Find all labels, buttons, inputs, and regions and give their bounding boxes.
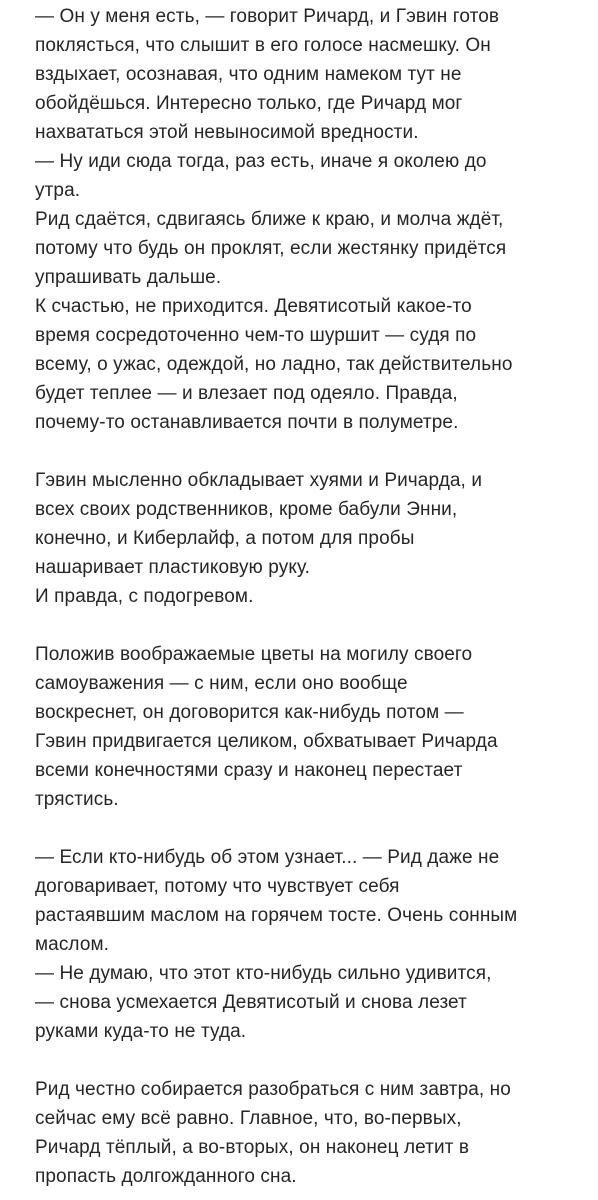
text-line: растаявшим маслом на горячем тосте. Очень сонным [35, 905, 518, 926]
text-line: — Если кто-нибудь об этом узнает... — Рид даже не [35, 847, 500, 868]
text-line: конечно, и Киберлайф, а потом для пробы [35, 528, 415, 549]
text-line: почему-то останавливается почти в полуметре. [35, 412, 459, 433]
text-line: маслом. [35, 934, 110, 955]
text-line: поклясться, что слышит в его голосе насмешку. Он [35, 35, 491, 56]
text-line: — Он у меня есть, — говорит Ричард, и Гэвин готов [35, 6, 500, 27]
text-line: Гэвин мысленно обкладывает хуями и Ричарда, и [35, 470, 483, 491]
text-line: нашаривает пластиковую руку. [35, 557, 311, 578]
text-line: всех своих родственников, кроме бабули Энни, [35, 499, 458, 520]
text-line: будет теплее — и влезает под одеяло. Правда, [35, 383, 458, 404]
text-line: пропасть долгожданного сна. [35, 1166, 297, 1187]
text-line: Положив воображаемые цветы на могилу своего [35, 644, 473, 665]
text-line: руками куда-то не туда. [35, 1021, 247, 1042]
text-line: упрашивать дальше. [35, 267, 222, 288]
text-line: обойдёшься. Интересно только, где Ричард мог [35, 93, 463, 114]
text-line: — Ну иди сюда тогда, раз есть, иначе я околею до [35, 151, 487, 172]
text-line: нахвататься этой невыносимой вредности. [35, 122, 419, 143]
text-line: И правда, с подогревом. [35, 586, 254, 607]
text-line: Гэвин придвигается целиком, обхватывает Ричарда [35, 731, 498, 752]
text-line: утра. [35, 180, 81, 201]
text-line: потому что будь он проклят, если жестянку придётся [35, 238, 507, 259]
text-line: трястись. [35, 789, 119, 810]
text-line: всему, о ужас, одеждой, но ладно, так действительно [35, 354, 513, 375]
text-line: вздыхает, осознавая, что одним намеком тут не [35, 64, 462, 85]
text-line: Рид честно собирается разобраться с ним завтра, но [35, 1079, 511, 1100]
text-line: воскреснет, он договорится как-нибудь потом — [35, 702, 464, 723]
text-line: время сосредоточенно чем-то шуршит — судя по [35, 325, 477, 346]
text-line: всеми конечностями сразу и наконец перестает [35, 760, 463, 781]
document-page [35, 0, 583, 1200]
text-line: К счастью, не приходится. Девятисотый какое-то [35, 296, 472, 317]
text-line: договаривает, потому что чувствует себя [35, 876, 400, 897]
text-line: сейчас ему всё равно. Главное, что, во-первых, [35, 1108, 462, 1129]
text-line: — Не думаю, что этот кто-нибудь сильно удивится, [35, 963, 492, 984]
text-line: Ричард тёплый, а во-вторых, он наконец летит в [35, 1137, 470, 1158]
text-line: самоуважения — с ним, если оно вообще [35, 673, 408, 694]
text-line: — снова усмехается Девятисотый и снова лезет [35, 992, 467, 1013]
text-line: Рид сдаётся, сдвигаясь ближе к краю, и молча ждёт, [35, 209, 504, 230]
